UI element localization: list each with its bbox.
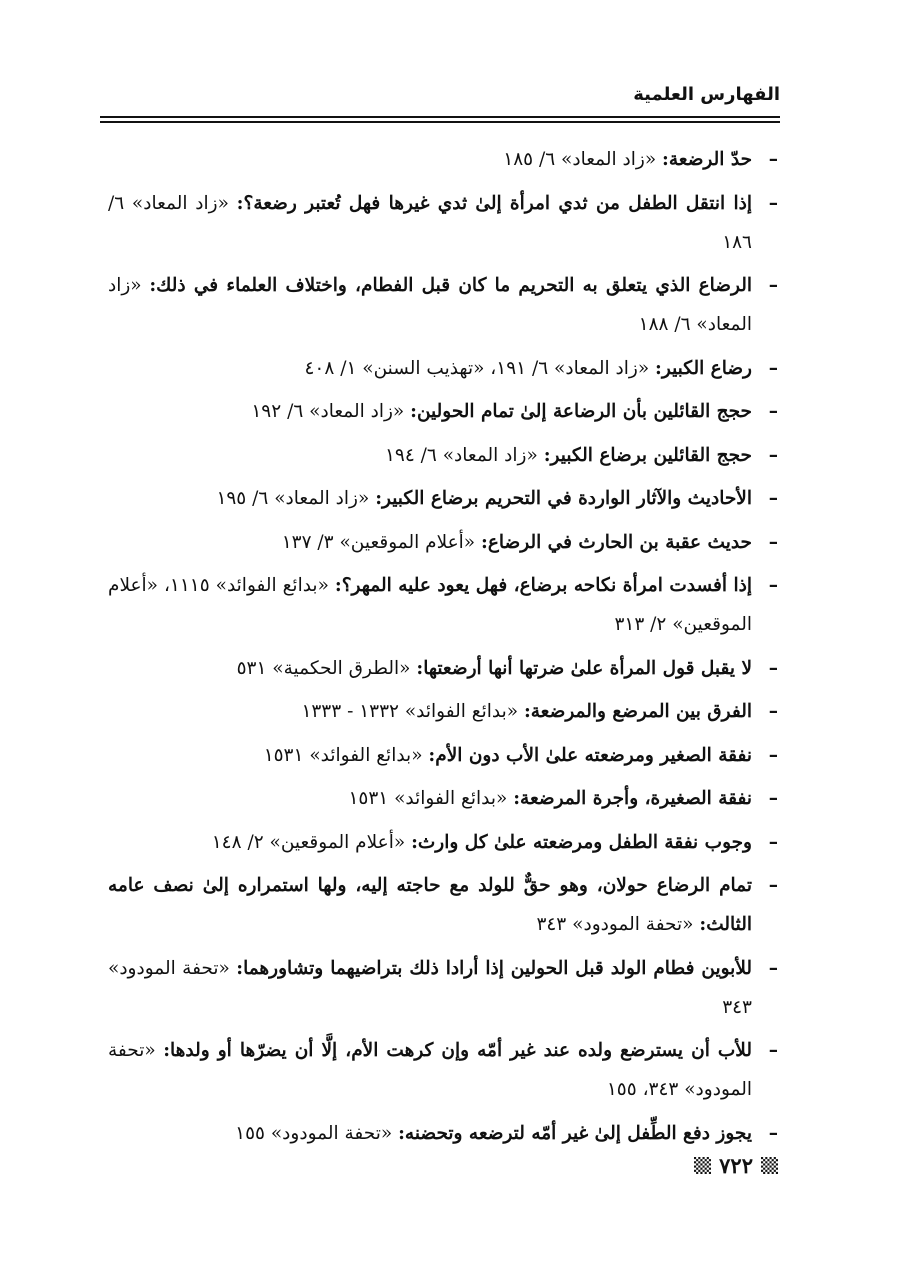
index-entry (108, 566, 780, 644)
index-entry (108, 823, 780, 862)
entry-dash-marker: – (768, 957, 778, 979)
checkered-square-ornament-icon (694, 1157, 711, 1174)
entry-dash-marker: – (768, 192, 778, 214)
entry-reference: «بدائع الفوائد» ١١١٥، «أعلام الموقعين» ٢/ ٣١٣ (108, 575, 752, 635)
entry-topic: يجوز دفع الطِّفل إلىٰ غير أمّه لترضعه وتحضنه: (398, 1122, 752, 1144)
index-entry (108, 649, 780, 688)
entry-reference: «تحفة المودود» ٣٤٣، ١٥٥ (108, 1040, 752, 1100)
entry-reference: «تحفة المودود» ١٥٥ (235, 1122, 393, 1144)
entry-topic: إذا انتقل الطفل من ثدي امرأة إلىٰ ثدي غيرها فهل تُعتبر رضعة؟: (236, 192, 752, 214)
entry-reference: «زاد المعاد» ٦/ ١٩٥ (216, 488, 370, 509)
index-entry (108, 779, 780, 818)
entry-dash-marker: – (768, 149, 778, 170)
entry-dash-marker: – (768, 657, 778, 679)
index-entry (108, 184, 780, 262)
entry-reference: «أعلام الموقعين» ٣/ ١٣٧ (281, 531, 476, 553)
entry-dash-marker: – (768, 531, 778, 553)
entry-topic: حجج القائلين برضاع الكبير: (543, 444, 752, 466)
entry-topic: حديث عقبة بن الحارث في الرضاع: (481, 531, 752, 553)
entry-topic: لا يقبل قول المرأة علىٰ ضرتها أنها أرضعتها: (416, 657, 752, 679)
entry-reference: «زاد المعاد» ٦/ ١٩١، «تهذيب السنن» ١/ ٤٠٨ (304, 357, 650, 379)
entry-reference: «بدائع الفوائد» ١٥٣١ (348, 788, 508, 809)
header-rule (100, 121, 780, 123)
entry-reference: «زاد المعاد» ٦/ ١٨٨ (108, 275, 752, 335)
entry-dash-marker: – (768, 575, 778, 596)
index-entry (108, 736, 780, 775)
entry-dash-marker: – (768, 875, 778, 896)
entry-reference: «زاد المعاد» ٦/ ١٩٢ (251, 401, 405, 422)
entry-reference: «تحفة المودود» ٣٤٣ (536, 914, 694, 935)
entry-topic: رضاع الكبير: (655, 357, 752, 379)
index-entry (108, 436, 780, 475)
entry-reference: «الطرق الحكمية» ٥٣١ (236, 657, 411, 679)
entry-topic: للأبوين فطام الولد قبل الحولين إذا أرادا ذلك بتراضيهما وتشاورهما: (236, 957, 752, 979)
entry-reference: «بدائع الفوائد» ١٥٣١ (263, 744, 423, 766)
entry-topic: حدّ الرضعة: (662, 149, 752, 170)
index-entry (108, 523, 780, 562)
entry-dash-marker: – (768, 788, 778, 809)
entry-dash-marker: – (768, 488, 778, 509)
entry-reference: «زاد المعاد» ٦/ ١٨٥ (503, 149, 657, 170)
index-entry (108, 479, 780, 518)
index-entry (108, 140, 780, 179)
entry-dash-marker: – (768, 1040, 778, 1061)
checkered-square-ornament-icon (761, 1157, 778, 1174)
entry-dash-marker: – (768, 701, 778, 722)
entry-reference: «زاد المعاد» ٦/ ١٩٤ (384, 444, 538, 466)
entry-topic: الرضاع الذي يتعلق به التحريم ما كان قبل الفطام، واختلاف العلماء في ذلك: (149, 275, 752, 296)
index-entry (108, 349, 780, 388)
page-footer (694, 1153, 778, 1178)
index-entry (108, 949, 780, 1027)
page-number: ٧٢٢ (719, 1153, 753, 1178)
entry-dash-marker: – (768, 357, 778, 379)
entry-dash-marker: – (768, 831, 778, 853)
index-entry (108, 1114, 780, 1153)
entry-dash-marker: – (768, 744, 778, 766)
entry-topic: نفقة الصغير ومرضعته علىٰ الأب دون الأم: (428, 744, 752, 766)
entry-dash-marker: – (768, 1122, 778, 1144)
entry-dash-marker: – (768, 444, 778, 466)
entry-topic: إذا أفسدت امرأة نكاحه برضاع، فهل يعود عليه المهر؟: (334, 575, 752, 596)
running-header: الفهارس العلمية (633, 84, 780, 105)
entry-dash-marker: – (768, 401, 778, 422)
index-entry (108, 1031, 780, 1109)
entry-reference: «زاد المعاد» ٦/ ١٨٦ (108, 192, 752, 253)
entry-topic: للأب أن يسترضع ولده عند غير أمّه وإن كرهت الأم، إلَّا أن يضرّها أو ولدها: (163, 1040, 752, 1061)
entry-topic: وجوب نفقة الطفل ومرضعته علىٰ كل وارث: (411, 831, 752, 853)
entry-dash-marker: – (768, 275, 778, 296)
index-entry (108, 266, 780, 344)
index-entry-list (108, 140, 780, 1157)
entry-topic: نفقة الصغيرة، وأجرة المرضعة: (513, 788, 752, 809)
index-entry (108, 392, 780, 431)
entry-topic: الفرق بين المرضع والمرضعة: (523, 701, 752, 722)
entry-topic: تمام الرضاع حولان، وهو حقٌّ للولد مع حاجته إليه، ولها استمراره إلىٰ نصف عامه الثالث: (108, 875, 752, 935)
entry-topic: حجج القائلين بأن الرضاعة إلىٰ تمام الحولين: (410, 401, 752, 422)
index-entry (108, 866, 780, 944)
entry-topic: الأحاديث والآثار الواردة في التحريم برضاع الكبير: (375, 488, 752, 509)
entry-reference: «بدائع الفوائد» ١٣٣٢ - ١٣٣٣ (301, 701, 519, 722)
header-rule (100, 116, 780, 118)
entry-reference: «تحفة المودود» ٣٤٣ (108, 957, 752, 1018)
index-entry (108, 692, 780, 731)
entry-reference: «أعلام الموقعين» ٢/ ١٤٨ (211, 831, 406, 853)
